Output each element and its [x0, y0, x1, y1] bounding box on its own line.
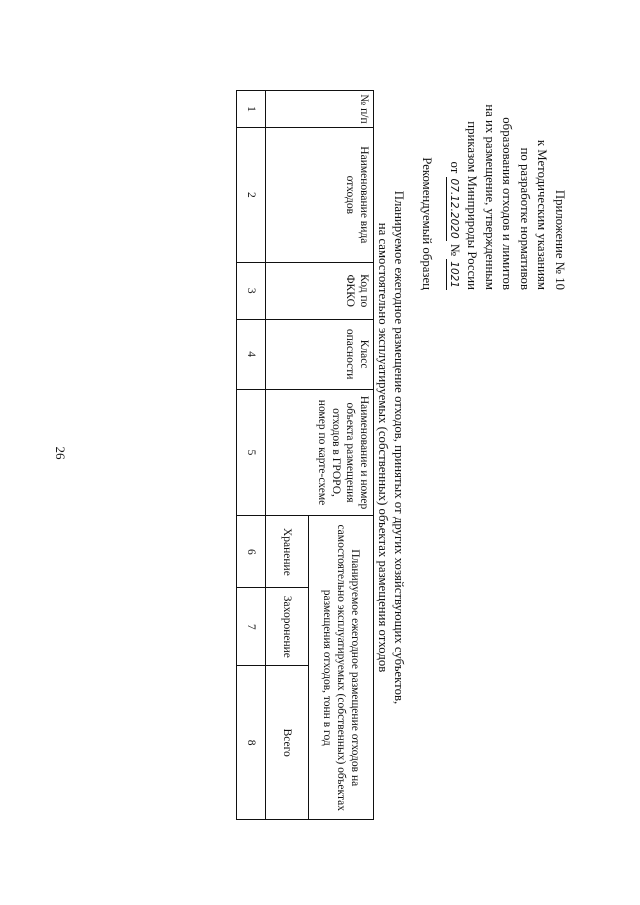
- handwritten-number: 1021: [448, 261, 460, 288]
- table-title: [375, 90, 407, 805]
- handwritten-date: 07.12.2020: [448, 178, 460, 239]
- column-number: 4: [237, 319, 266, 389]
- table-title-line-2: на самостоятельно эксплуатируемых (собственных) объектах размещения отходов: [376, 222, 390, 673]
- header-storage: Хранение: [266, 516, 309, 588]
- appendix-line: образования отходов и лимитов: [500, 117, 515, 290]
- column-number-row: [237, 91, 266, 820]
- column-number: 6: [237, 516, 266, 588]
- appendix-block: [446, 40, 569, 290]
- header-waste-name: Наименование вида отходов: [266, 127, 374, 262]
- header-total: Всего: [266, 666, 309, 820]
- column-number: 5: [237, 389, 266, 516]
- page-number: 26: [53, 446, 68, 460]
- header-num: № п/п: [266, 91, 374, 128]
- column-number: 3: [237, 262, 266, 319]
- appendix-line: на их размещение, утвержденным: [483, 104, 497, 290]
- table-title-line-1: Планируемое ежегодное размещение отходов, принятых от других хозяйствующих субъектов,: [392, 190, 406, 705]
- appendix-line: приказом Минприроды России: [465, 121, 480, 290]
- appendix-date-line: [446, 40, 464, 290]
- column-number: 7: [237, 588, 266, 666]
- appendix-line: к Методическим указаниям: [535, 139, 550, 290]
- sample-label: Рекомендуемый образец: [420, 157, 434, 290]
- column-number: 1: [237, 91, 266, 128]
- header-fkko-code: Код по ФККО: [266, 262, 374, 319]
- header-hazard-class: Класс опасности: [266, 319, 374, 389]
- column-number: 2: [237, 127, 266, 262]
- appendix-line: по разработке нормативов: [518, 147, 532, 290]
- header-object: Наименование и номер объекта размещения отходов в ГРОРО, номер по карте-схеме: [266, 389, 374, 516]
- appendix-line: Приложение № 10: [553, 189, 567, 290]
- header-planned-placement: Планируемое ежегодное размещение отходов на самостоятельно эксплуатируемых (собственных) объектах размещения отходов, тонн в год: [309, 516, 374, 820]
- header-burial: Захоронение: [266, 588, 309, 666]
- waste-placement-table: [236, 90, 374, 820]
- column-number: 8: [237, 666, 266, 820]
- date-prefix: от: [448, 161, 462, 174]
- number-prefix: №: [448, 243, 462, 257]
